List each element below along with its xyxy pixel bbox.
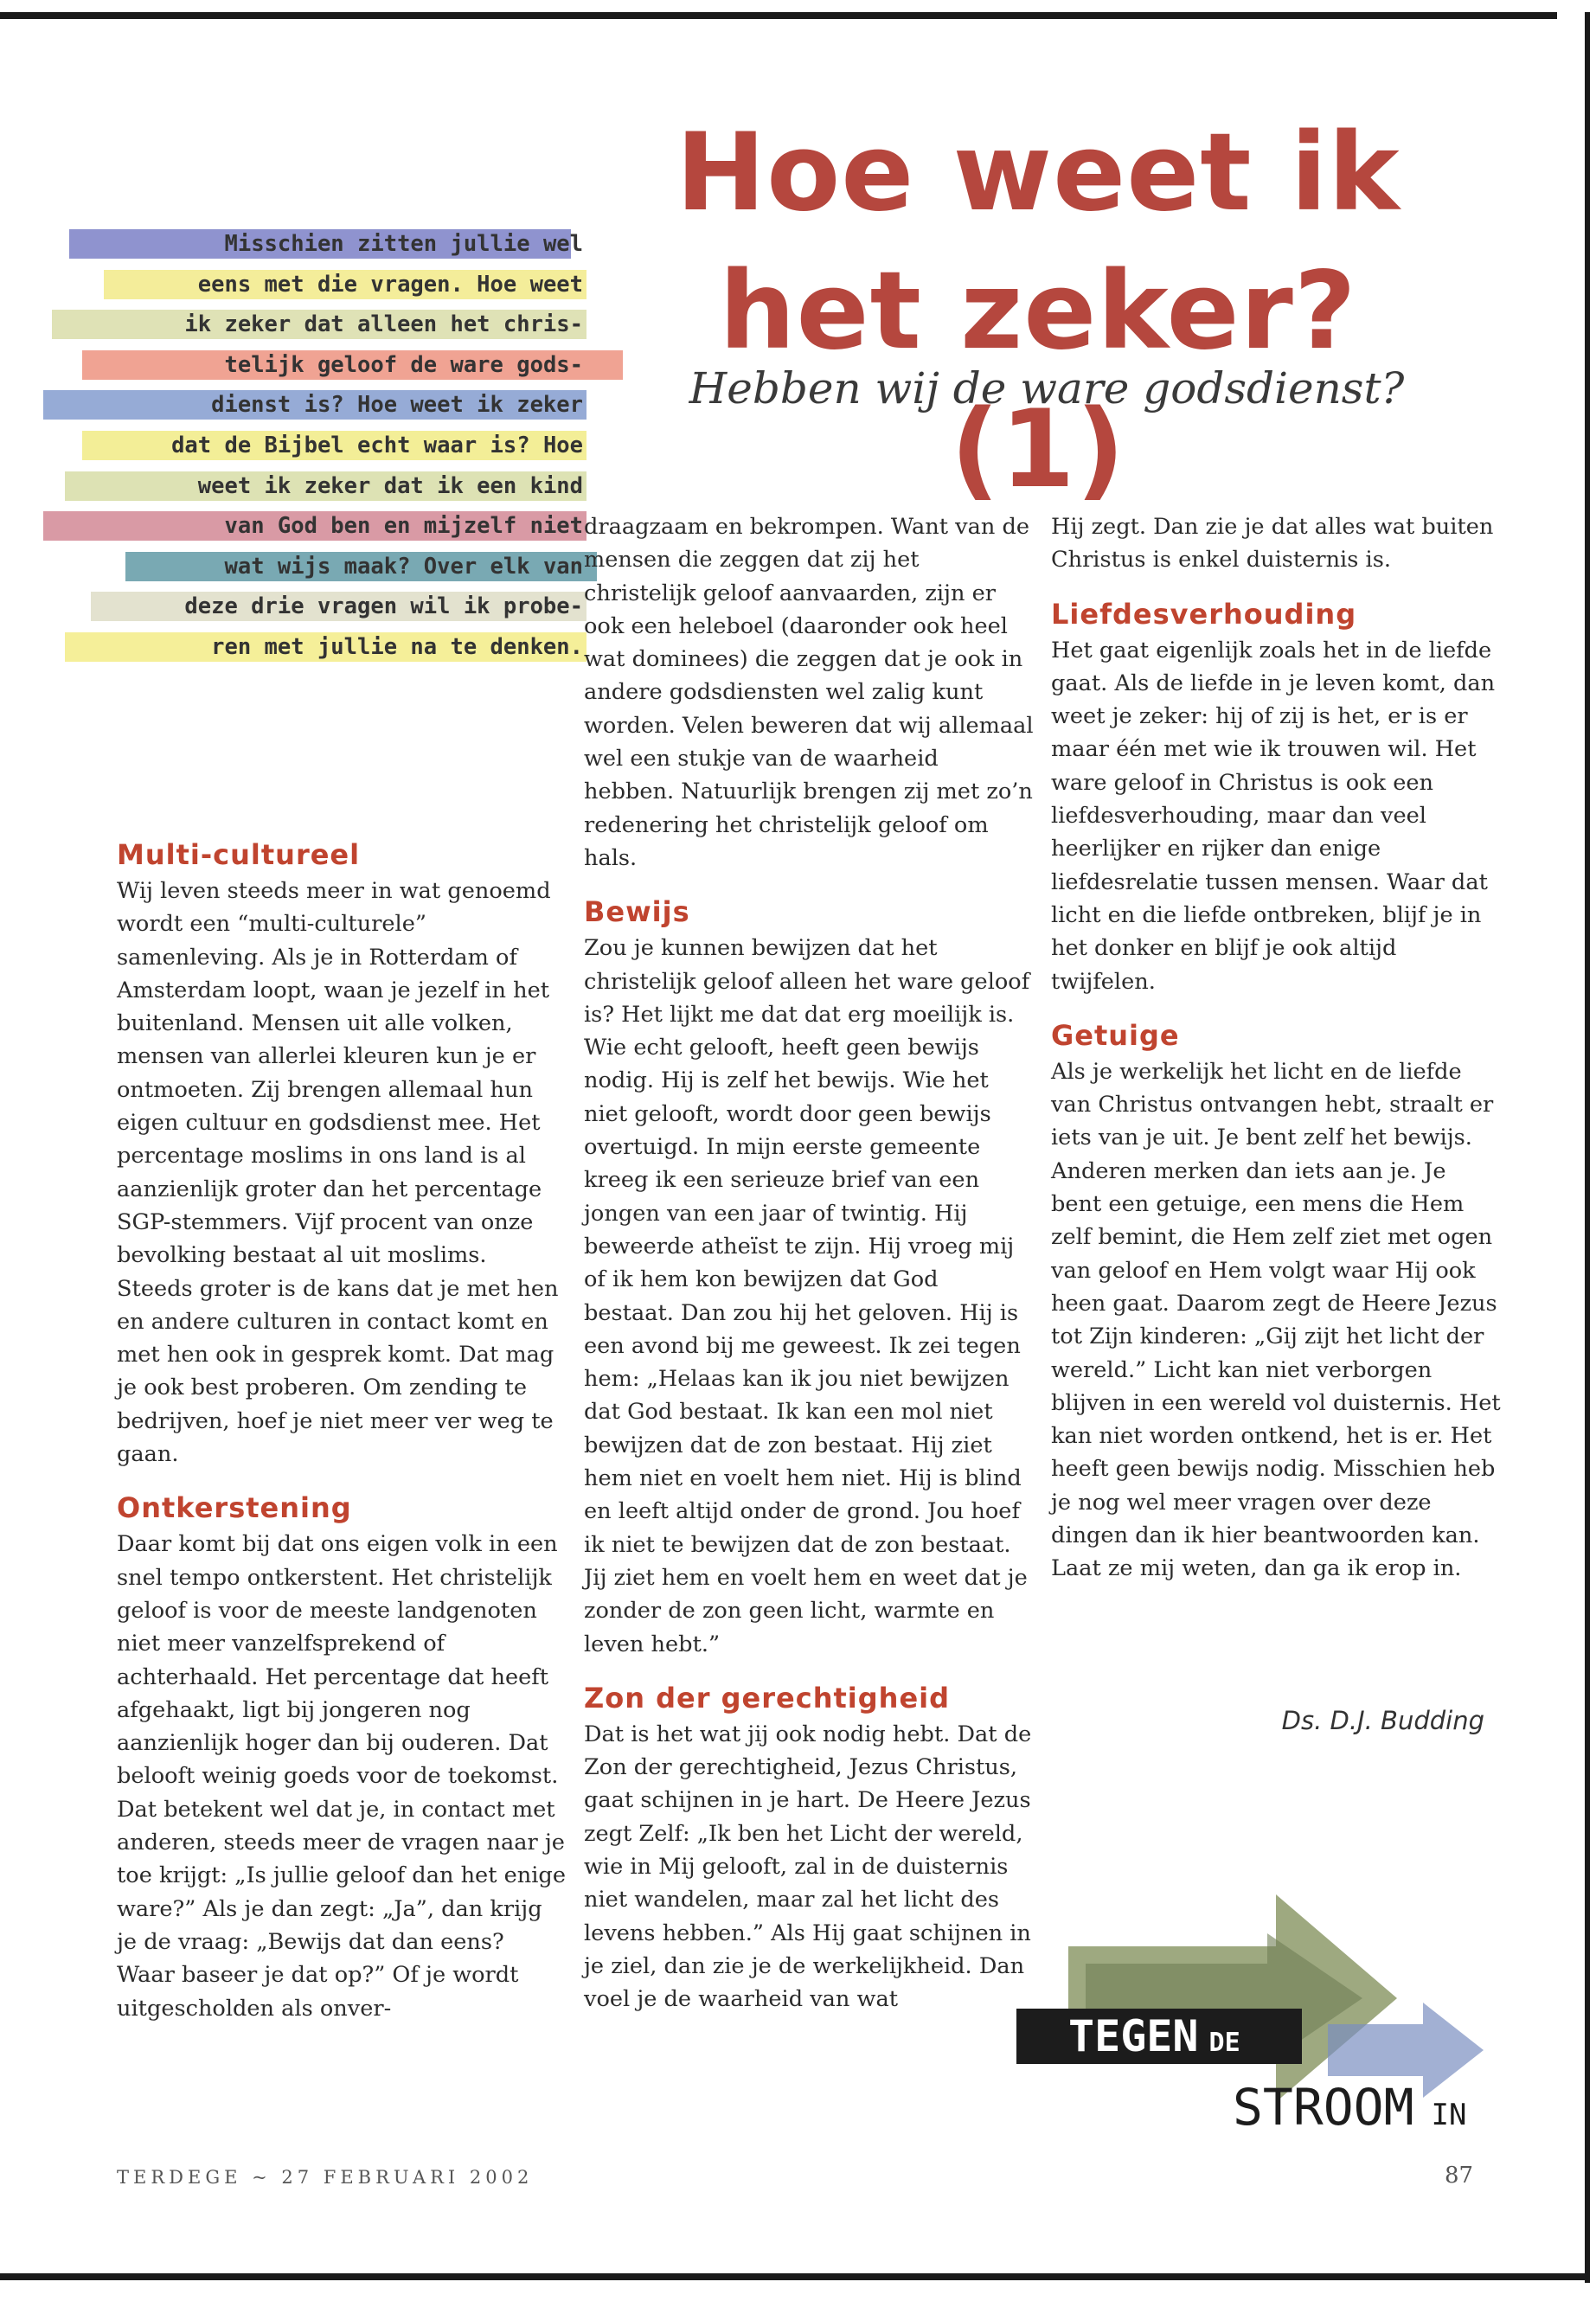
logo-word-stroom: STROOM (1233, 2078, 1414, 2137)
section-heading: Bewijs (584, 895, 690, 929)
section-gap (1051, 577, 1501, 594)
title-line-1: Hoe weet ik (676, 111, 1401, 235)
logo-word-de: DE (1208, 2028, 1240, 2058)
section-heading: Liefdesverhouding (1051, 597, 1357, 631)
tegen-de-stroom-in-logo (1016, 1851, 1535, 2163)
intro-text: deze drie vragen wil ik probe- (184, 593, 583, 620)
section-heading: Ontkerstening (117, 1491, 352, 1525)
author-signature: Ds. D.J. Budding (1281, 1706, 1484, 1735)
column-middle (584, 510, 1034, 2016)
intro-text: dienst is? Hoe weet ik zeker (211, 392, 583, 419)
intro-text: eens met die vragen. Hoe weet (197, 271, 583, 298)
bottom-rule (0, 2273, 1590, 2280)
section-body: Daar komt bij dat ons eigen volk in een snel tempo ontkerstent. Het christelijk geloof is voor de meeste landgenoten niet meer vanzelfsprekend of achterhaald. Het percentage dat heeft afgehaakt, ligt bij jongeren nog aanzienlijk hoger dan bij ouderen. Dat belooft weinig goeds voor de toekomst. Dat betekent wel dat je, in contact met anderen, steeds meer de vragen naar je toe krijgt: „Is jullie geloof dan het enige ware?” Als je dan zegt: „Ja”, dan krijg je de vraag: „Bewijs dat dan eens? Waar baseer je dat op?” Of je wordt uitgescholden als onver- (117, 1531, 566, 2022)
section-body: Wij leven steeds meer in wat genoemd wordt een “multi-culturele” samenleving. Als je in Rotterdam of Amsterdam loopt, waan je jezelf in het buitenland. Mensen uit alle volken, mensen van allerlei kleuren kun je er ontmoeten. Zij brengen allemaal hun eigen cultuur en godsdienst mee. Het percentage moslims in ons land is al aanzienlijk groter dan het percentage SGP-stemmers. Vijf procent van onze bevolking bestaat al uit moslims. Steeds groter is de kans dat je met hen en andere culturen in contact komt en met hen ook in gesprek komt. Dat mag je ook best proberen. Om zending te bedrijven, hoef je niet meer ver weg te gaan. (117, 878, 559, 1468)
intro-line (43, 307, 597, 342)
intro-line (43, 348, 597, 382)
tegen-de-label (1016, 2009, 1302, 2064)
intro-line (43, 388, 597, 422)
section-body: Zou je kunnen bewijzen dat het christelijk geloof alleen het ware geloof is? Het lijkt me dat dat erg moeilijk is. Wie echt gelooft, heeft geen bewijs nodig. Hij is zelf het bewijs. Wie het niet gelooft, wordt door geen bewijs overtuigd. In mijn eerste gemeente kreeg ik een serieuze brief van een jongen van een jaar of twintig. Hij beweerde atheïst te zijn. Hij vroeg mij of ik hem kon bewijzen dat God bestaat. Dan zou hij het geloven. Hij is een avond bij me geweest. Ik zei tegen hem: „Helaas kan ik jou niet bewijzen dat God bestaat. Ik kan een mol niet bewijzen dat de zon bestaat. Hij ziet hem niet en voelt hem niet. Hij is blind en leeft altijd onder de grond. Jou hoef ik niet te bewijzen dat de zon bestaat. Jij ziet hem en voelt hem en weet dat je zonder de zon geen licht, warmte en leven hebt.” (584, 935, 1030, 1657)
section-body: Als je werkelijk het licht en de liefde van Christus ontvangen hebt, straalt er iets van je uit. Je bent zelf het bewijs. Anderen merken dan iets aan je. Je bent een getuige, een mens die Hem zelf bemint, die Hem zelf ziet met ogen van geloof en Hem volgt waar Hij ook heen gaat. Daarom zegt de Heere Jezus tot Zijn kinderen: „Gij zijt het licht der wereld.” Licht kan niet verborgen blijven in een wereld vol duisternis. Het kan niet worden ontkend, het is er. Het heeft geen bewijs nodig. Misschien heb je nog wel meer vragen over deze dingen dan ik hier beantwoorden kan. Laat ze mij weten, dan ga ik erop in. (1051, 1058, 1501, 1582)
section-gap (584, 875, 1034, 892)
section-body: Dat is het wat jij ook nodig hebt. Dat de Zon der gerechtigheid, Jezus Christus, gaat schijnen in je hart. De Heere Jezus zegt Zelf: „Ik ben het Licht der wereld, wie in Mij gelooft, zal in de duisternis niet wandelen, maar zal het licht des levens hebben.” Als Hij gaat schijnen in je ziel, dan zie je de werkelijkheid. Dan voel je de waarheid van wat (584, 1721, 1032, 2013)
publication-footer: TERDEGE ~ 27 FEBRUARI 2002 (117, 2167, 534, 2188)
section-gap (1051, 998, 1501, 1016)
intro-text: wat wijs maak? Over elk van (224, 553, 583, 580)
intro-text: van God ben en mijzelf niet (224, 513, 583, 540)
column-left (117, 835, 567, 2025)
intro-line (43, 549, 597, 584)
column-right (1051, 510, 1501, 1586)
intro-line (43, 469, 597, 503)
logo-word-in: IN (1431, 2098, 1467, 2132)
section-gap (584, 1661, 1034, 1678)
logo-word-tegen: TEGEN (1068, 2011, 1199, 2061)
intro-line (43, 509, 597, 543)
article-title (623, 104, 1453, 519)
page-number: 87 (1445, 2163, 1474, 2189)
section-body: Het gaat eigenlijk zoals het in de liefde gaat. Als de liefde in je leven komt, dan weet je zeker: hij of zij is het, er is er maar één met wie ik trouwen wil. Het ware geloof in Christus is ook een liefdesverhouding, maar dan veel heerlijker en rijker dan enige liefdesrelatie tussen mensen. Waar dat licht en die liefde ontbreken, blijf je in het donker en blijf je ook altijd twijfelen. (1051, 637, 1496, 995)
title-line-2: het zeker? (1) (719, 249, 1357, 512)
section-body: Hij zegt. Dan zie je dat alles wat buiten Christus is enkel duisternis is. (1051, 514, 1494, 574)
intro-text: telijk geloof de ware gods- (224, 351, 583, 378)
intro-line (43, 267, 597, 302)
section-heading: Zon der gerechtigheid (584, 1681, 951, 1715)
intro-text: ik zeker dat alleen het chris- (184, 311, 583, 338)
intro-text: ren met jullie na te denken. (211, 633, 583, 660)
intro-text: dat de Bijbel echt waar is? Hoe (171, 432, 583, 458)
intro-line (43, 428, 597, 463)
section-heading: Getuige (1051, 1018, 1180, 1052)
section-heading: Multi-cultureel (117, 838, 361, 871)
intro-line (43, 589, 597, 624)
intro-text: Misschien zitten jullie wel (224, 231, 583, 257)
intro-text: weet ik zeker dat ik een kind (197, 472, 583, 499)
intro-line (43, 630, 597, 664)
section-body: draagzaam en bekrompen. Want van de mensen die zeggen dat zij het christelijk geloof aanvaarden, zijn er ook een heleboel (daaronder ook heel wat dominees) die zeggen dat je ook in andere godsdiensten wel zalig kunt worden. Velen beweren dat wij allemaal wel een stukje van de waarheid hebben. Natuurlijk brengen zij met zo’n redenering het christelijk geloof om hals. (584, 514, 1034, 871)
top-rule (0, 12, 1557, 19)
right-rule (1585, 12, 1590, 2283)
intro-line (43, 227, 597, 261)
article-subtitle: Hebben wij de ware godsdienst? (689, 363, 1405, 413)
section-gap (117, 1471, 567, 1488)
stroom-in-label (1233, 2078, 1466, 2137)
intro-block (43, 227, 597, 670)
